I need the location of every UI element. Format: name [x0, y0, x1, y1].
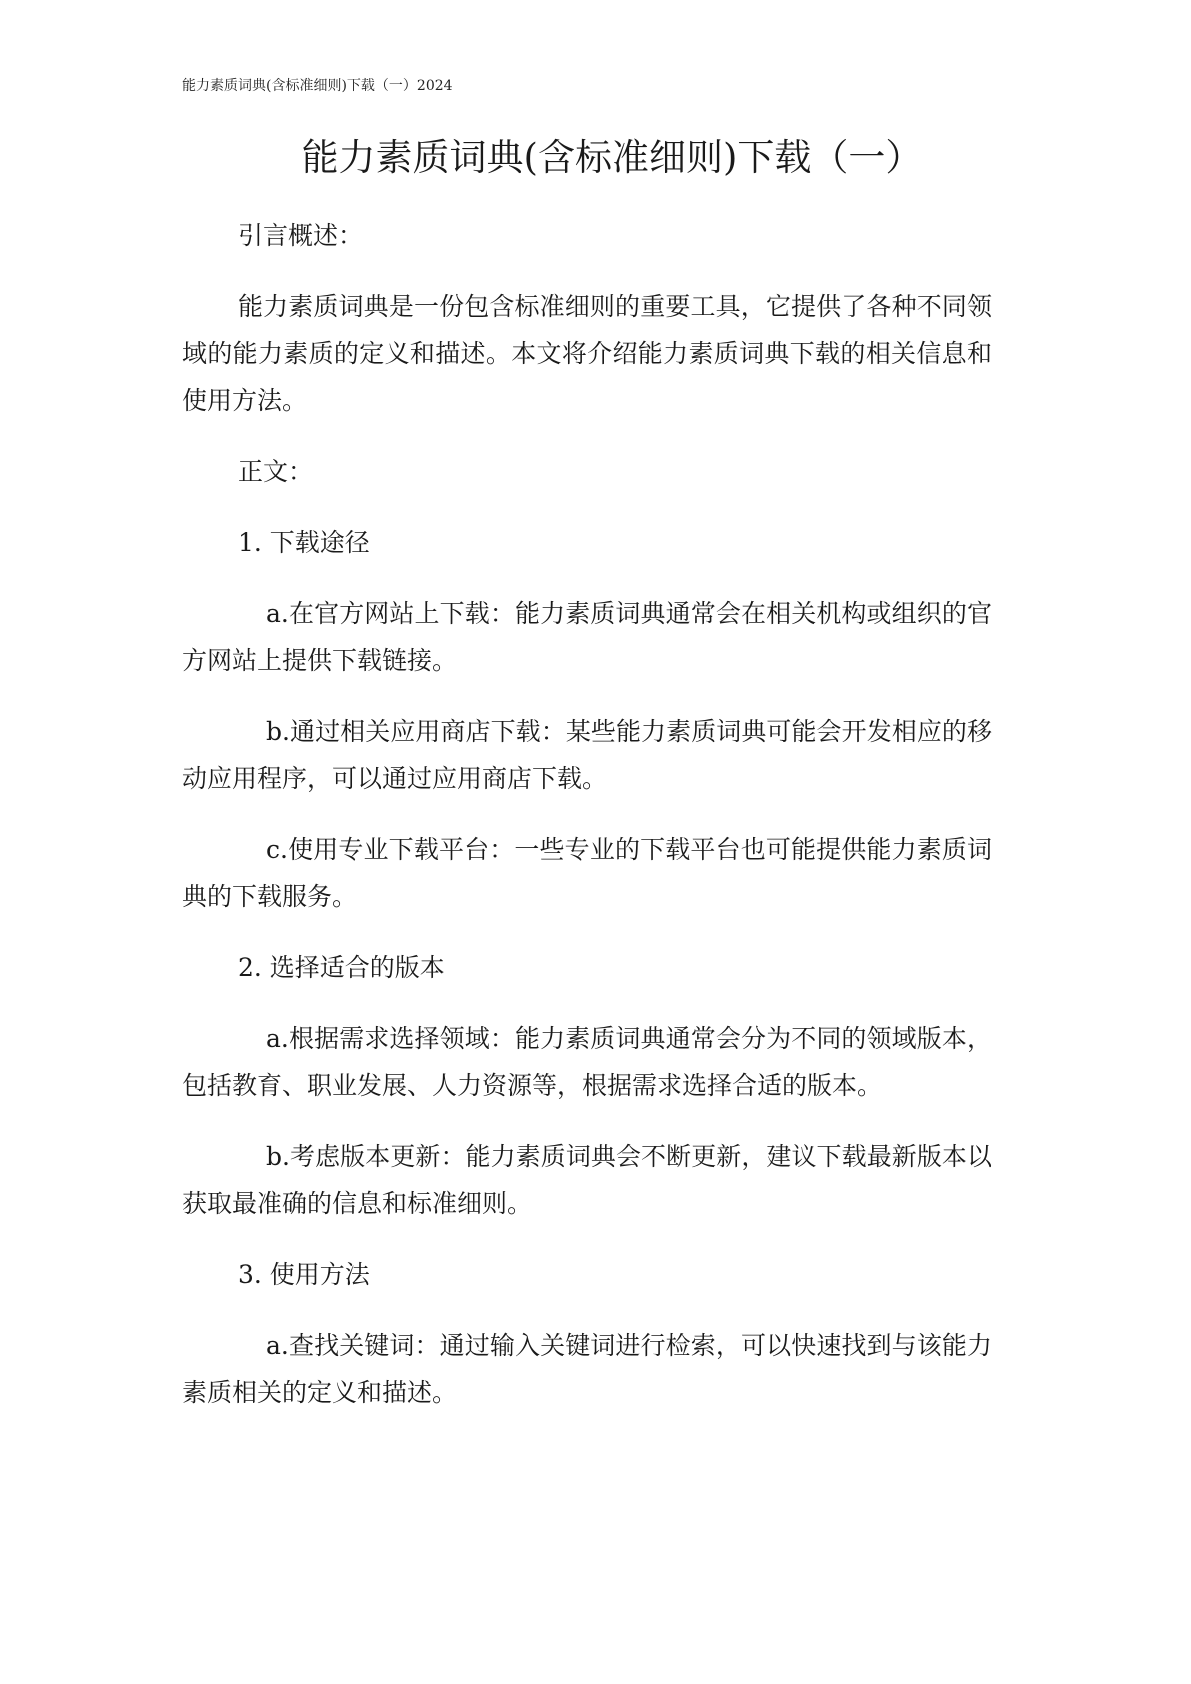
section-heading-body: 正文：	[238, 457, 314, 486]
running-header: 能力素质词典(含标准细则)下载（一）2024	[182, 78, 453, 94]
section-heading-intro: 引言概述：	[238, 221, 364, 250]
document-title: 能力素质词典(含标准细则)下载（一）	[301, 136, 923, 179]
section-heading-download-channels: 1. 下载途径	[238, 528, 370, 557]
section-heading-usage: 3. 使用方法	[238, 1260, 370, 1289]
intro-paragraph: 能力素质词典是一份包含标准细则的重要工具，它提供了各种不同领域的能力素质的定义和描述。本文将介绍能力素质词典下载的相关信息和使用方法。	[182, 292, 992, 415]
list-item-official-website: a.在官方网站上下载：能力素质词典通常会在相关机构或组织的官方网站上提供下载链接。	[182, 599, 992, 675]
list-item-download-platform: c.使用专业下载平台：一些专业的下载平台也可能提供能力素质词典的下载服务。	[182, 835, 992, 911]
document-body	[182, 212, 992, 1440]
list-item-app-store: b.通过相关应用商店下载：某些能力素质词典可能会开发相应的移动应用程序，可以通过应用商店下载。	[182, 717, 992, 793]
list-item-choose-domain: a.根据需求选择领域：能力素质词典通常会分为不同的领域版本，包括教育、职业发展、人力资源等，根据需求选择合适的版本。	[182, 1024, 992, 1100]
list-item-keyword-search: a.查找关键词：通过输入关键词进行检索，可以快速找到与该能力素质相关的定义和描述。	[182, 1331, 992, 1407]
list-item-version-update: b.考虑版本更新：能力素质词典会不断更新，建议下载最新版本以获取最准确的信息和标准细则。	[182, 1142, 992, 1218]
section-heading-choose-version: 2. 选择适合的版本	[238, 953, 445, 982]
